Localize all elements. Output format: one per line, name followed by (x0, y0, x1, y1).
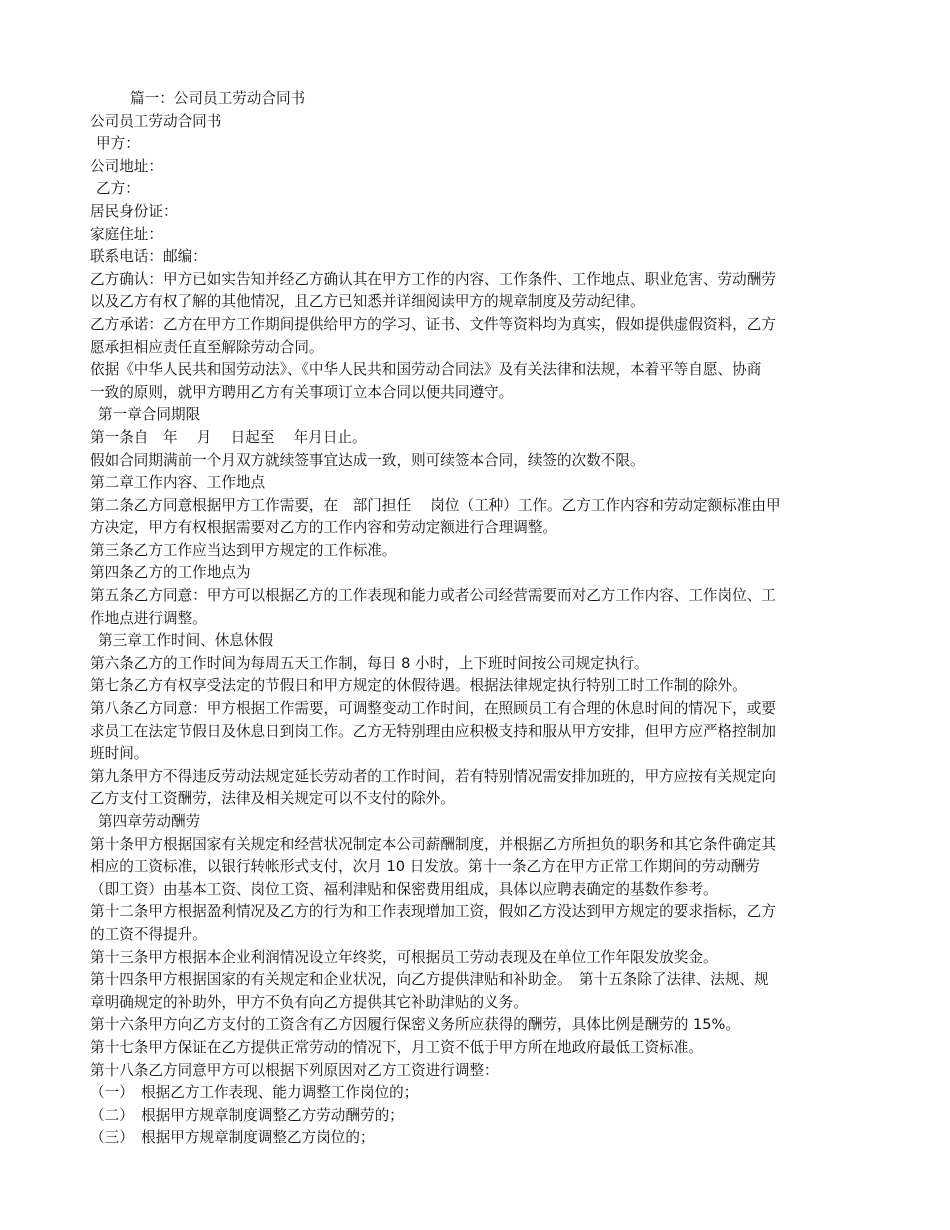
paragraph-line: 乙方承诺：乙方在甲方工作期间提供给甲方的学习、证书、文件等资料均为真实，假如提供虚假资料，乙方 (90, 315, 776, 333)
paragraph-line: 作地点进行调整。 (90, 609, 207, 627)
paragraph-line: 愿承担相应责任直至解除劳动合同。 (90, 338, 324, 356)
paragraph-line: 第六条乙方的工作时间为每周五天工作制，每日 8 小时，上下班时间按公司规定执行。 (90, 654, 649, 672)
document-heading: 篇一：公司员工劳动合同书 (130, 90, 306, 107)
paragraph-line: 求员工在法定节假日及休息日到岗工作。乙方无特别理由应积极支持和服从甲方安排，但甲方应严格控制加 (90, 722, 776, 740)
paragraph-line: 第十三条甲方根据本企业利润情况设立年终奖，可根据员工劳动表现及在单位工作年限发放奖金。 (90, 948, 718, 966)
paragraph-line: 第一条自 年 月 日起至 年月日止。 (90, 428, 367, 446)
paragraph-line: 第九条甲方不得违反劳动法规定延长劳动者的工作时间，若有特别情况需安排加班的，甲方应按有关规定向 (90, 767, 776, 785)
paragraph-line: 班时间。 (90, 745, 149, 763)
paragraph-line: 第十八条乙方同意甲方可以根据下列原因对乙方工资进行调整： (90, 1061, 499, 1079)
paragraph-line: 乙方确认：甲方已如实告知并经乙方确认其在甲方工作的内容、工作条件、工作地点、职业危害、劳动酬劳 (90, 270, 776, 288)
list-item: （二） 根据甲方规章制度调整乙方劳动酬劳的； (90, 1106, 404, 1124)
chapter-heading: 第一章合同期限 (98, 406, 201, 424)
paragraph-line: 章明确规定的补助外，甲方不负有向乙方提供其它补助津贴的义务。 (90, 993, 528, 1011)
paragraph-line: 第五条乙方同意：甲方可以根据乙方的工作表现和能力或者公司经营需要而对乙方工作内容、工作岗位、工 (90, 587, 776, 605)
paragraph-line: 第十条甲方根据国家有关规定和经营状况制定本公司薪酬制度，并根据乙方所担负的职务和其它条件确定其 (90, 835, 776, 853)
paragraph-line: 第四条乙方的工作地点为 (90, 564, 251, 582)
paragraph-line: 以及乙方有权了解的其他情况，且乙方已知悉并详细阅读甲方的规章制度及劳动纪律。 (90, 293, 645, 311)
paragraph-line: 假如合同期满前一个月双方就续签事宜达成一致，则可续签本合同，续签的次数不限。 (90, 451, 645, 469)
paragraph-line: 第八条乙方同意：甲方根据工作需要，可调整变动工作时间，在照顾员工有合理的休息时间的情况下，或要 (90, 700, 776, 718)
chapter-heading: 第四章劳动酬劳 (98, 813, 201, 830)
paragraph-line: 的工资不得提升。 (90, 925, 207, 943)
paragraph-line: 乙方支付工资酬劳，法律及相关规定可以不支付的除外。 (90, 790, 455, 808)
paragraph-line: 一致的原则，就甲方聘用乙方有关事项订立本合同以便共同遵守。 (90, 383, 514, 401)
paragraph-line: （即工资）由基本工资、岗位工资、福利津贴和保密费用组成，具体以应聘表确定的基数作参考。 (90, 880, 718, 898)
paragraph-line: 第十四条甲方根据国家的有关规定和企业状况，向乙方提供津贴和补助金。 第十五条除了法律、法规、规 (90, 971, 769, 989)
paragraph-line: 第十七条甲方保证在乙方提供正常劳动的情况下，月工资不低于甲方所在地政府最低工资标准。 (90, 1038, 703, 1056)
paragraph-line: 第十六条甲方向乙方支付的工资含有乙方因履行保密义务所应获得的酬劳，具体比例是酬劳的 15%。 (90, 1016, 741, 1034)
list-item: （三） 根据甲方规章制度调整乙方岗位的； (90, 1129, 375, 1147)
paragraph-line: 第三条乙方工作应当达到甲方规定的工作标准。 (90, 541, 397, 559)
document-body (90, 88, 860, 1150)
list-item: （一） 根据乙方工作表现、能力调整工作岗位的； (90, 1084, 419, 1102)
chapter-heading: 第二章工作内容、工作地点 (90, 474, 266, 492)
home-address-label: 家庭住址： (90, 225, 163, 243)
paragraph-line: 相应的工资标准，以银行转帐形式支付，次月 10 日发放。第十一条乙方在甲方正常工作期间的劳动酬劳 (90, 858, 760, 876)
id-card-label: 居民身份证： (90, 202, 178, 220)
paragraph-line: 依据《中华人民共和国劳动法》、《中华人民共和国劳动合同法》及有关法律和法规，本着平等自愿、协商 (90, 361, 762, 379)
paragraph-line: 第七条乙方有权享受法定的节假日和甲方规定的休假待遇。根据法律规定执行特别工时工作制的除外。 (90, 677, 747, 695)
party-b-label: 乙方： (96, 180, 140, 198)
paragraph-line: 方决定，甲方有权根据需要对乙方的工作内容和劳动定额进行合理调整。 (90, 519, 558, 537)
company-address-label: 公司地址： (90, 157, 163, 175)
paragraph-line: 第十二条甲方根据盈利情况及乙方的行为和工作表现增加工资，假如乙方没达到甲方规定的要求指标，乙方 (90, 903, 776, 921)
contract-title: 公司员工劳动合同书 (90, 112, 222, 130)
contact-label: 联系电话：邮编： (90, 248, 207, 266)
chapter-heading: 第三章工作时间、休息休假 (98, 632, 274, 650)
paragraph-line: 第二条乙方同意根据甲方工作需要，在 部门担任 岗位（工种）工作。乙方工作内容和劳动定额标准由甲 (90, 496, 781, 514)
party-a-label: 甲方： (96, 135, 140, 153)
